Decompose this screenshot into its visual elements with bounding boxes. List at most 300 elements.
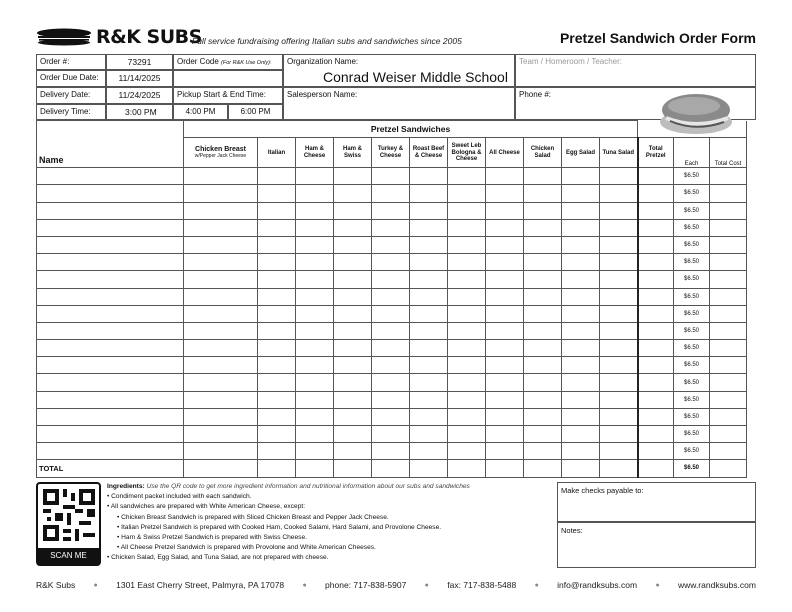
quantity-cell[interactable] [372, 340, 410, 357]
name-cell[interactable] [37, 322, 184, 339]
each-price-cell: $6.50 [674, 202, 710, 219]
quantity-cell[interactable] [410, 254, 448, 271]
total-pretzel-cell[interactable] [638, 340, 674, 357]
quantity-cell[interactable] [410, 340, 448, 357]
quantity-cell[interactable] [410, 322, 448, 339]
quantity-cell[interactable] [524, 340, 562, 357]
sub-divider-icon: ● [302, 581, 307, 589]
quantity-cell[interactable] [562, 288, 600, 305]
quantity-cell[interactable] [184, 288, 258, 305]
quantity-cell[interactable] [448, 254, 486, 271]
quantity-cell[interactable] [258, 271, 296, 288]
quantity-cell[interactable] [600, 202, 638, 219]
quantity-cell[interactable] [562, 202, 600, 219]
total-cost-cell[interactable] [710, 322, 747, 339]
quantity-cell[interactable] [372, 443, 410, 460]
quantity-cell[interactable] [448, 340, 486, 357]
quantity-cell[interactable] [372, 254, 410, 271]
quantity-cell[interactable] [258, 219, 296, 236]
total-pretzel-cell[interactable] [638, 322, 674, 339]
quantity-cell[interactable] [524, 168, 562, 185]
quantity-cell[interactable] [184, 185, 258, 202]
quantity-cell[interactable] [184, 357, 258, 374]
col-ham-swiss: Ham & Swiss [334, 138, 372, 168]
quantity-cell[interactable] [410, 357, 448, 374]
quantity-cell[interactable] [562, 271, 600, 288]
quantity-cell[interactable] [296, 254, 334, 271]
total-pretzel-cell[interactable] [638, 236, 674, 253]
total-pretzel-cell[interactable] [638, 288, 674, 305]
quantity-cell[interactable] [524, 202, 562, 219]
sub-divider-icon: ● [424, 581, 429, 589]
quantity-cell[interactable] [372, 460, 410, 477]
name-cell[interactable] [37, 443, 184, 460]
quantity-cell[interactable] [448, 288, 486, 305]
quantity-cell[interactable] [486, 322, 524, 339]
quantity-cell[interactable] [600, 374, 638, 391]
col-roast-beef: Roast Beef & Cheese [410, 138, 448, 168]
table-row [37, 340, 747, 357]
quantity-cell[interactable] [334, 426, 372, 443]
quantity-cell[interactable] [184, 460, 258, 477]
quantity-cell[interactable] [372, 374, 410, 391]
table-row [37, 305, 747, 322]
total-pretzel-cell[interactable] [638, 305, 674, 322]
footer-email[interactable]: info@randksubs.com [557, 580, 638, 590]
pickup-start-field[interactable] [173, 104, 228, 120]
quantity-cell[interactable] [486, 236, 524, 253]
quantity-cell[interactable] [486, 374, 524, 391]
quantity-cell[interactable] [334, 408, 372, 425]
due-date-value: 11/14/2025 [118, 73, 161, 83]
quantity-cell[interactable] [184, 305, 258, 322]
quantity-cell[interactable] [258, 460, 296, 477]
quantity-cell[interactable] [448, 168, 486, 185]
total-pretzel-cell[interactable] [638, 408, 674, 425]
total-cost-cell[interactable] [710, 254, 747, 271]
checks-payable-field[interactable] [557, 482, 756, 522]
quantity-cell[interactable] [524, 219, 562, 236]
quantity-cell[interactable] [334, 460, 372, 477]
table-row [37, 426, 747, 443]
quantity-cell[interactable] [410, 202, 448, 219]
quantity-cell[interactable] [410, 168, 448, 185]
quantity-cell[interactable] [372, 408, 410, 425]
table-row [37, 443, 747, 460]
quantity-cell[interactable] [184, 340, 258, 357]
quantity-cell[interactable] [372, 305, 410, 322]
total-cost-cell[interactable] [710, 305, 747, 322]
quantity-cell[interactable] [184, 322, 258, 339]
total-cost-cell[interactable] [710, 202, 747, 219]
quantity-cell[interactable] [184, 443, 258, 460]
total-pretzel-cell[interactable] [638, 168, 674, 185]
name-cell[interactable] [37, 202, 184, 219]
quantity-cell[interactable] [372, 391, 410, 408]
quantity-cell[interactable] [600, 322, 638, 339]
quantity-cell[interactable] [334, 219, 372, 236]
name-cell[interactable] [37, 254, 184, 271]
quantity-cell[interactable] [486, 408, 524, 425]
quantity-cell[interactable] [296, 271, 334, 288]
quantity-cell[interactable] [600, 460, 638, 477]
total-pretzel-cell[interactable] [638, 219, 674, 236]
quantity-cell[interactable] [258, 236, 296, 253]
total-cost-cell[interactable] [710, 460, 747, 477]
total-pretzel-cell[interactable] [638, 443, 674, 460]
total-cost-cell[interactable] [710, 374, 747, 391]
quantity-cell[interactable] [448, 185, 486, 202]
quantity-cell[interactable] [296, 168, 334, 185]
quantity-cell[interactable] [372, 426, 410, 443]
quantity-cell[interactable] [448, 202, 486, 219]
quantity-cell[interactable] [486, 168, 524, 185]
quantity-cell[interactable] [448, 236, 486, 253]
delivery-date-field[interactable] [106, 87, 173, 104]
quantity-cell[interactable] [486, 202, 524, 219]
quantity-cell[interactable] [410, 305, 448, 322]
quantity-cell[interactable] [296, 236, 334, 253]
quantity-cell[interactable] [410, 391, 448, 408]
quantity-cell[interactable] [334, 288, 372, 305]
quantity-cell[interactable] [184, 254, 258, 271]
quantity-cell[interactable] [372, 219, 410, 236]
quantity-cell[interactable] [524, 443, 562, 460]
quantity-cell[interactable] [258, 357, 296, 374]
quantity-cell[interactable] [258, 322, 296, 339]
quantity-cell[interactable] [296, 460, 334, 477]
tagline: Full service fundraising offering Italian subs and sandwiches since 2005 [192, 36, 462, 46]
quantity-cell[interactable] [184, 236, 258, 253]
col-all-cheese: All Cheese [486, 138, 524, 168]
quantity-cell[interactable] [562, 374, 600, 391]
quantity-cell[interactable] [524, 322, 562, 339]
quantity-cell[interactable] [372, 185, 410, 202]
quantity-cell[interactable] [258, 202, 296, 219]
quantity-cell[interactable] [448, 357, 486, 374]
quantity-cell[interactable] [600, 254, 638, 271]
total-cost-cell[interactable] [710, 271, 747, 288]
quantity-cell[interactable] [296, 288, 334, 305]
name-cell[interactable] [37, 408, 184, 425]
quantity-cell[interactable] [486, 288, 524, 305]
quantity-cell[interactable] [334, 168, 372, 185]
name-cell[interactable] [37, 426, 184, 443]
quantity-cell[interactable] [600, 271, 638, 288]
name-cell[interactable] [37, 391, 184, 408]
quantity-cell[interactable] [600, 357, 638, 374]
quantity-cell[interactable] [600, 288, 638, 305]
total-cost-cell[interactable] [710, 357, 747, 374]
quantity-cell[interactable] [562, 168, 600, 185]
total-pretzel-cell[interactable] [638, 254, 674, 271]
quantity-cell[interactable] [296, 391, 334, 408]
order-number-field[interactable] [106, 54, 173, 70]
quantity-cell[interactable] [524, 236, 562, 253]
due-date-field[interactable] [106, 70, 173, 87]
quantity-cell[interactable] [372, 357, 410, 374]
total-pretzel-cell[interactable] [638, 426, 674, 443]
quantity-cell[interactable] [524, 426, 562, 443]
name-cell[interactable] [37, 168, 184, 185]
sub-sandwich-logo-icon [36, 28, 92, 46]
quantity-cell[interactable] [448, 408, 486, 425]
quantity-cell[interactable] [372, 168, 410, 185]
quantity-cell[interactable] [410, 443, 448, 460]
quantity-cell[interactable] [372, 271, 410, 288]
quantity-cell[interactable] [448, 460, 486, 477]
quantity-cell[interactable] [334, 254, 372, 271]
quantity-cell[interactable] [296, 305, 334, 322]
quantity-cell[interactable] [184, 202, 258, 219]
quantity-cell[interactable] [486, 185, 524, 202]
table-row [37, 357, 747, 374]
qr-code[interactable] [36, 482, 101, 566]
table-row [37, 168, 747, 185]
quantity-cell[interactable] [334, 374, 372, 391]
quantity-cell[interactable] [334, 185, 372, 202]
quantity-cell[interactable] [184, 426, 258, 443]
quantity-cell[interactable] [258, 374, 296, 391]
quantity-cell[interactable] [524, 391, 562, 408]
quantity-cell[interactable] [524, 374, 562, 391]
quantity-cell[interactable] [486, 426, 524, 443]
quantity-cell[interactable] [448, 271, 486, 288]
quantity-cell[interactable] [184, 168, 258, 185]
quantity-cell[interactable] [296, 202, 334, 219]
quantity-cell[interactable] [410, 408, 448, 425]
quantity-cell[interactable] [184, 374, 258, 391]
quantity-cell[interactable] [600, 168, 638, 185]
each-price-cell: $6.50 [674, 460, 710, 477]
quantity-cell[interactable] [600, 185, 638, 202]
name-cell[interactable] [37, 340, 184, 357]
name-cell[interactable] [37, 236, 184, 253]
footer-fax: fax: 717-838-5488 [447, 580, 517, 590]
each-price-cell: $6.50 [674, 443, 710, 460]
organization-value: Conrad Weiser Middle School [323, 69, 508, 85]
quantity-cell[interactable] [258, 443, 296, 460]
quantity-cell[interactable] [296, 219, 334, 236]
each-price-cell: $6.50 [674, 408, 710, 425]
quantity-cell[interactable] [562, 426, 600, 443]
col-ham-cheese: Ham & Cheese [296, 138, 334, 168]
quantity-cell[interactable] [600, 391, 638, 408]
team-label: Team / Homeroom / Teacher: [519, 57, 623, 66]
quantity-cell[interactable] [258, 168, 296, 185]
pickup-start-value: 4:00 PM [185, 107, 216, 116]
name-cell[interactable] [37, 305, 184, 322]
quantity-cell[interactable] [372, 236, 410, 253]
total-pretzel-cell[interactable] [638, 374, 674, 391]
quantity-cell[interactable] [410, 374, 448, 391]
order-code-field[interactable] [173, 54, 283, 70]
quantity-cell[interactable] [562, 254, 600, 271]
quantity-cell[interactable] [486, 391, 524, 408]
salesperson-field[interactable] [283, 87, 515, 120]
ingredient-line: • Ham & Swiss Pretzel Sandwich is prepared with Swiss Cheese. [117, 534, 307, 542]
quantity-cell[interactable] [562, 322, 600, 339]
name-cell[interactable] [37, 374, 184, 391]
quantity-cell[interactable] [600, 305, 638, 322]
name-cell[interactable] [37, 219, 184, 236]
quantity-cell[interactable] [562, 443, 600, 460]
name-cell[interactable] [37, 357, 184, 374]
total-cost-cell[interactable] [710, 168, 747, 185]
quantity-cell[interactable] [486, 271, 524, 288]
quantity-cell[interactable] [296, 322, 334, 339]
quantity-cell[interactable] [334, 271, 372, 288]
quantity-cell[interactable] [524, 357, 562, 374]
quantity-cell[interactable] [562, 391, 600, 408]
quantity-cell[interactable] [258, 305, 296, 322]
quantity-cell[interactable] [410, 236, 448, 253]
quantity-cell[interactable] [372, 322, 410, 339]
footer-website[interactable]: www.randksubs.com [678, 580, 756, 590]
quantity-cell[interactable] [372, 202, 410, 219]
delivery-time-field[interactable] [106, 104, 173, 120]
name-cell[interactable] [37, 185, 184, 202]
quantity-cell[interactable] [296, 357, 334, 374]
quantity-cell[interactable] [334, 202, 372, 219]
quantity-cell[interactable] [258, 340, 296, 357]
quantity-cell[interactable] [562, 236, 600, 253]
quantity-cell[interactable] [524, 254, 562, 271]
quantity-cell[interactable] [600, 426, 638, 443]
quantity-cell[interactable] [372, 288, 410, 305]
quantity-cell[interactable] [296, 374, 334, 391]
delivery-date-value: 11/24/2025 [118, 90, 161, 100]
quantity-cell[interactable] [258, 254, 296, 271]
quantity-cell[interactable] [486, 340, 524, 357]
quantity-cell[interactable] [184, 391, 258, 408]
sub-divider-icon: ● [655, 581, 660, 589]
quantity-cell[interactable] [296, 185, 334, 202]
total-pretzel-cell[interactable] [638, 271, 674, 288]
quantity-cell[interactable] [334, 236, 372, 253]
quantity-cell[interactable] [296, 340, 334, 357]
total-cost-cell[interactable] [710, 408, 747, 425]
total-cost-cell[interactable] [710, 391, 747, 408]
team-field[interactable] [515, 54, 756, 87]
organization-field[interactable] [283, 54, 515, 87]
quantity-cell[interactable] [562, 305, 600, 322]
quantity-cell[interactable] [410, 271, 448, 288]
quantity-cell[interactable] [296, 426, 334, 443]
quantity-cell[interactable] [562, 357, 600, 374]
total-pretzel-cell[interactable] [638, 391, 674, 408]
quantity-cell[interactable] [334, 357, 372, 374]
pickup-end-field[interactable] [228, 104, 283, 120]
each-price-cell: $6.50 [674, 219, 710, 236]
salesperson-label: Salesperson Name: [287, 90, 358, 99]
quantity-cell[interactable] [600, 408, 638, 425]
total-cost-cell[interactable] [710, 443, 747, 460]
total-pretzel-cell[interactable] [638, 202, 674, 219]
quantity-cell[interactable] [562, 219, 600, 236]
quantity-cell[interactable] [334, 391, 372, 408]
quantity-cell[interactable] [184, 219, 258, 236]
quantity-cell[interactable] [410, 426, 448, 443]
quantity-cell[interactable] [334, 305, 372, 322]
quantity-cell[interactable] [410, 185, 448, 202]
quantity-cell[interactable] [486, 460, 524, 477]
total-pretzel-cell[interactable] [638, 357, 674, 374]
total-cost-cell[interactable] [710, 288, 747, 305]
quantity-cell[interactable] [562, 460, 600, 477]
quantity-cell[interactable] [410, 219, 448, 236]
each-price-cell: $6.50 [674, 340, 710, 357]
quantity-cell[interactable] [486, 443, 524, 460]
name-cell[interactable] [37, 288, 184, 305]
quantity-cell[interactable] [524, 460, 562, 477]
quantity-cell[interactable] [448, 219, 486, 236]
quantity-cell[interactable] [258, 408, 296, 425]
quantity-cell[interactable] [258, 426, 296, 443]
quantity-cell[interactable] [448, 374, 486, 391]
total-pretzel-cell[interactable] [638, 460, 674, 477]
quantity-cell[interactable] [410, 460, 448, 477]
total-cost-cell[interactable] [710, 426, 747, 443]
quantity-cell[interactable] [334, 322, 372, 339]
quantity-cell[interactable] [486, 305, 524, 322]
quantity-cell[interactable] [296, 408, 334, 425]
quantity-cell[interactable] [448, 443, 486, 460]
quantity-cell[interactable] [448, 426, 486, 443]
quantity-cell[interactable] [448, 391, 486, 408]
quantity-cell[interactable] [562, 408, 600, 425]
quantity-cell[interactable] [562, 185, 600, 202]
total-cost-cell[interactable] [710, 236, 747, 253]
quantity-cell[interactable] [600, 219, 638, 236]
quantity-cell[interactable] [448, 322, 486, 339]
quantity-cell[interactable] [184, 271, 258, 288]
quantity-cell[interactable] [524, 185, 562, 202]
quantity-cell[interactable] [562, 340, 600, 357]
quantity-cell[interactable] [486, 219, 524, 236]
total-cost-cell[interactable] [710, 185, 747, 202]
quantity-cell[interactable] [334, 340, 372, 357]
quantity-cell[interactable] [486, 357, 524, 374]
pickup-end-value: 6:00 PM [240, 107, 271, 116]
ingredient-line-6: All Cheese Pretzel Sandwich is prepared with Provolone and White American Cheeses. [120, 544, 376, 552]
quantity-cell[interactable] [524, 288, 562, 305]
quantity-cell[interactable] [524, 408, 562, 425]
quantity-cell[interactable] [410, 288, 448, 305]
total-cost-cell[interactable] [710, 340, 747, 357]
quantity-cell[interactable] [258, 288, 296, 305]
quantity-cell[interactable] [524, 271, 562, 288]
quantity-cell[interactable] [600, 340, 638, 357]
quantity-cell[interactable] [184, 408, 258, 425]
quantity-cell[interactable] [334, 443, 372, 460]
total-cost-cell[interactable] [710, 219, 747, 236]
order-code-input[interactable] [173, 70, 283, 87]
quantity-cell[interactable] [486, 254, 524, 271]
quantity-cell[interactable] [600, 443, 638, 460]
total-pretzel-cell[interactable] [638, 185, 674, 202]
notes-field[interactable] [557, 522, 756, 568]
quantity-cell[interactable] [296, 443, 334, 460]
ingredient-line: • Chicken Salad, Egg Salad, and Tuna Salad, are not prepared with cheese. [107, 554, 329, 562]
quantity-cell[interactable] [524, 305, 562, 322]
name-cell[interactable] [37, 271, 184, 288]
quantity-cell[interactable] [448, 305, 486, 322]
quantity-cell[interactable] [258, 185, 296, 202]
quantity-cell[interactable] [258, 391, 296, 408]
table-row [37, 185, 747, 202]
quantity-cell[interactable] [600, 236, 638, 253]
